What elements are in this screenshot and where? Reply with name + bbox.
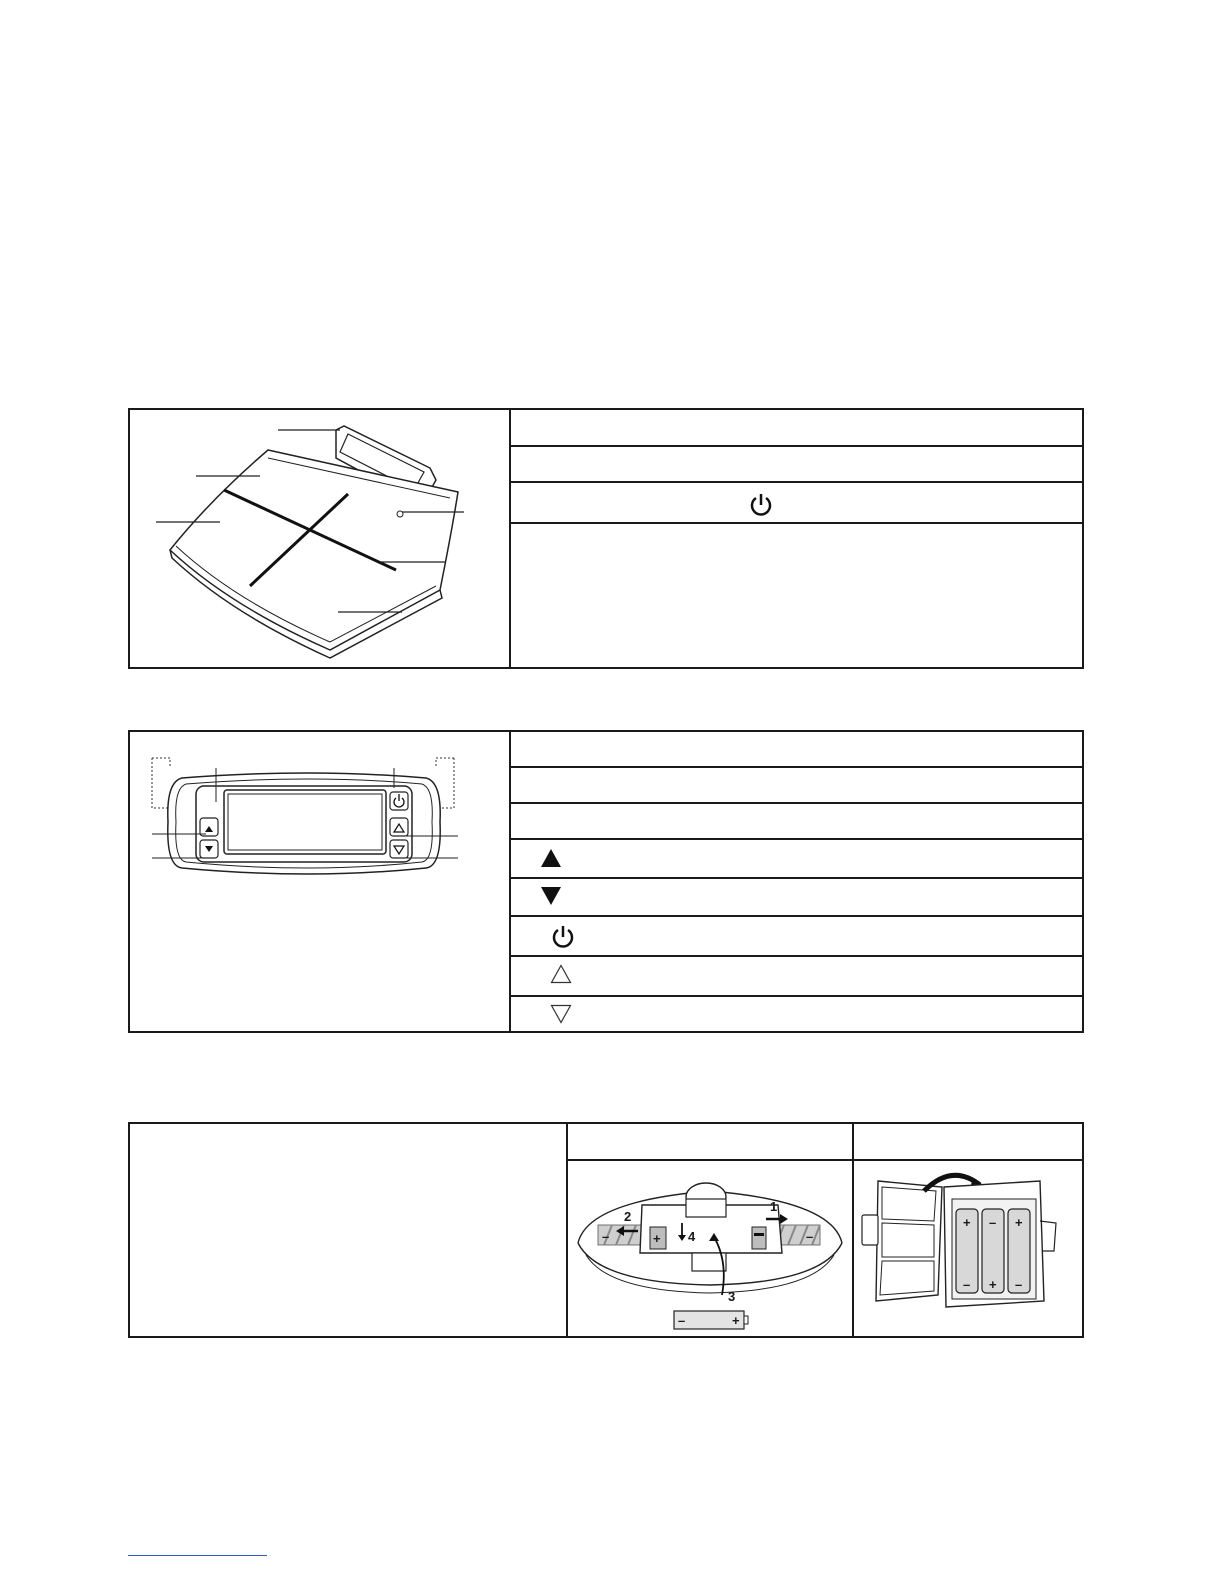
battery-polarity-label: – [678,1313,686,1328]
table-row-divider [509,838,1082,840]
battery-step-label: 1 [770,1199,778,1214]
power-icon [748,492,774,518]
up-filled-triangle-icon [540,848,562,868]
footer-link-underline[interactable] [128,1555,267,1556]
battery-polarity-label: + [963,1215,971,1230]
power-icon [550,924,576,950]
battery-step-label: 4 [688,1229,696,1244]
battery-compartment-illustration [854,1161,1084,1337]
display-unit-table [128,730,1084,1033]
table-row-divider [509,802,1082,804]
battery-polarity-label: – [989,1215,997,1230]
table-row-divider [509,877,1082,879]
battery-polarity-label: + [989,1277,997,1292]
battery-polarity-label: – [1015,1277,1023,1292]
table-row-divider [509,481,1082,483]
battery-table [128,1122,1084,1338]
battery-polarity-label: + [732,1313,740,1328]
down-outline-triangle-icon [550,1004,572,1024]
table-row-divider [509,995,1082,997]
up-outline-triangle-icon [550,964,572,984]
battery-polarity-label: + [653,1231,661,1246]
battery-step-label: 2 [624,1209,632,1224]
battery-polarity-label: – [602,1229,610,1244]
table-row-divider [509,915,1082,917]
battery-polarity-label: + [1015,1215,1023,1230]
battery-polarity-label: – [806,1229,814,1244]
table-row-divider [509,522,1082,524]
table-row-divider [509,766,1082,768]
battery-insertion-illustration [568,1161,852,1337]
down-filled-triangle-icon [540,886,562,906]
table-row-divider [509,445,1082,447]
battery-step-label: 3 [728,1289,736,1304]
scale-overview-table [128,408,1084,669]
battery-polarity-label: – [963,1277,971,1292]
table-row-divider [509,955,1082,957]
scale-illustration [130,410,508,668]
display-unit-illustration [130,732,508,912]
